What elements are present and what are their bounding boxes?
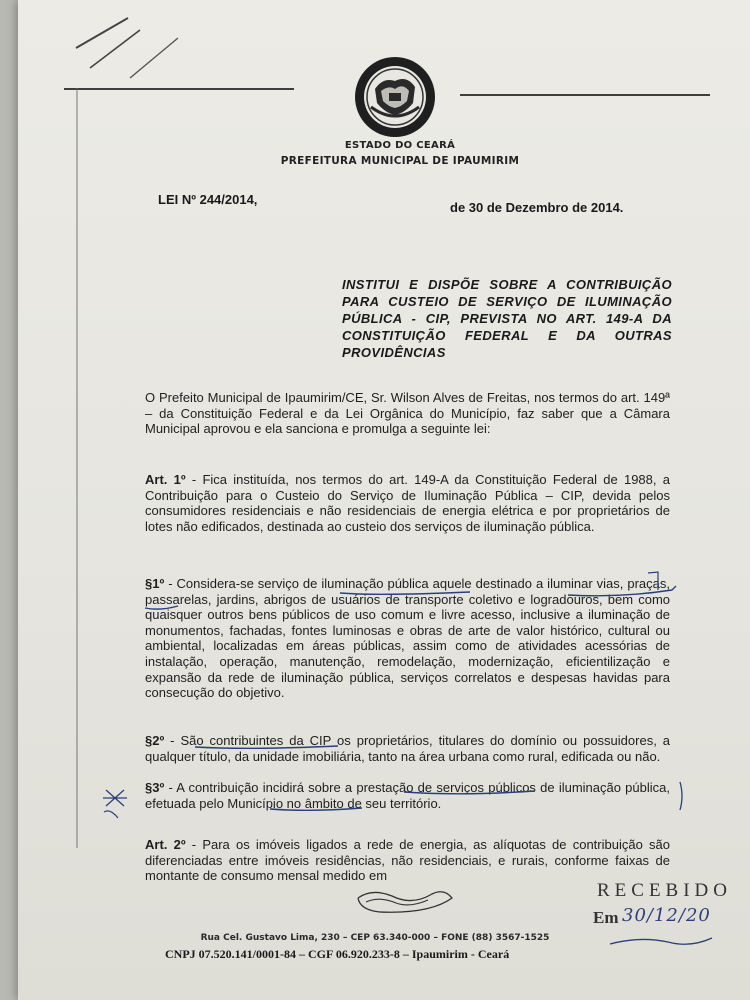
- law-date: de 30 de Dezembro de 2014.: [450, 200, 624, 215]
- prefecture-name: PREFEITURA MUNICIPAL DE IPAUMIRIM: [280, 155, 520, 167]
- article-1-text: - Fica instituída, nos termos do art. 149-A da Constituição Federal de 1988, a Contribuição para o Custeio do Serviço de Iluminação Pública – CIP, devida pelos consumidores residenciais e não residenciais de energia elétrica e por proprietários de lotes não edificados, destinada ao custeio dos serviços de iluminação pública.: [145, 472, 670, 534]
- law-summary: INSTITUI E DISPÕE SOBRE A CONTRIBUIÇÃO PARA CUSTEIO DE SERVIÇO DE ILUMINAÇÃO PÚBLICA - CIP, PREVISTA NO ART. 149-A DA CONSTITUIÇÃO FEDERAL E DA OUTRAS PROVIDÊNCIAS: [342, 277, 672, 360]
- paragraph-3-label: §3º: [145, 780, 165, 795]
- article-1-label: Art. 1º: [145, 472, 186, 487]
- paragraph-2-text: - São contribuintes da CIP os proprietários, titulares do domínio ou possuidores, a qualquer título, da unidade imobiliária, tanto na área urbana como rural, edificada ou não.: [145, 733, 670, 764]
- footer-address: Rua Cel. Gustavo Lima, 230 – CEP 63.340-000 – FONE (88) 3567-1525: [200, 933, 550, 943]
- paragraph-2-label: §2º: [145, 733, 165, 748]
- paragraph-1-text: - Considera-se serviço de iluminação pública aquele destinado a iluminar vias, praças, passarelas, jardins, abrigos de usuários de transporte coletivo e logradouros, bem como quaisquer outros bens públicos de uso comum e livre acesso, inclusive a iluminação de monumentos, fachadas, fontes luminosas e obras de arte de valor histórico, cultural ou ambiental, localizadas em áreas públicas, assim como de atividades acessórias de instalação, operação, manutenção, remodelação, modernização, eficientilização e expansão da rede de iluminação pública, serviços correlatos e despesas havidas para consecução do objetivo.: [145, 576, 670, 701]
- received-stamp-em: Em: [593, 908, 619, 927]
- footer-cnpj: CNPJ 07.520.141/0001-84 – CGF 06.920.233-8 – Ipaumirim - Ceará: [165, 947, 510, 961]
- article-2-label: Art. 2º: [145, 837, 186, 852]
- received-stamp: RECEBIDO: [597, 880, 732, 901]
- article-2-text: - Para os imóveis ligados a rede de energia, as alíquotas de contribuição são diferenciadas entre imóveis residências, não residenciais, e rurais, conforme faixas de montante de consumo mensal medido em: [145, 837, 670, 884]
- received-date: 30/12/20: [622, 905, 711, 926]
- intro-paragraph: O Prefeito Municipal de Ipaumirim/CE, Sr. Wilson Alves de Freitas, nos termos do art. 149ª – da Constituição Federal e da Lei Orgânica do Município, faz saber que a Câmara Municipal aprovou e ela sanciona e promulga a seguinte lei:: [145, 390, 670, 437]
- law-number: LEI Nº 244/2014,: [158, 192, 258, 207]
- state-name: ESTADO DO CEARÁ: [344, 140, 456, 151]
- paragraph-1-label: §1º: [145, 576, 165, 591]
- paragraph-3-text: - A contribuição incidirá sobre a prestação de serviços públicos de iluminação pública, efetuada pelo Município no âmbito de seu território.: [145, 780, 670, 811]
